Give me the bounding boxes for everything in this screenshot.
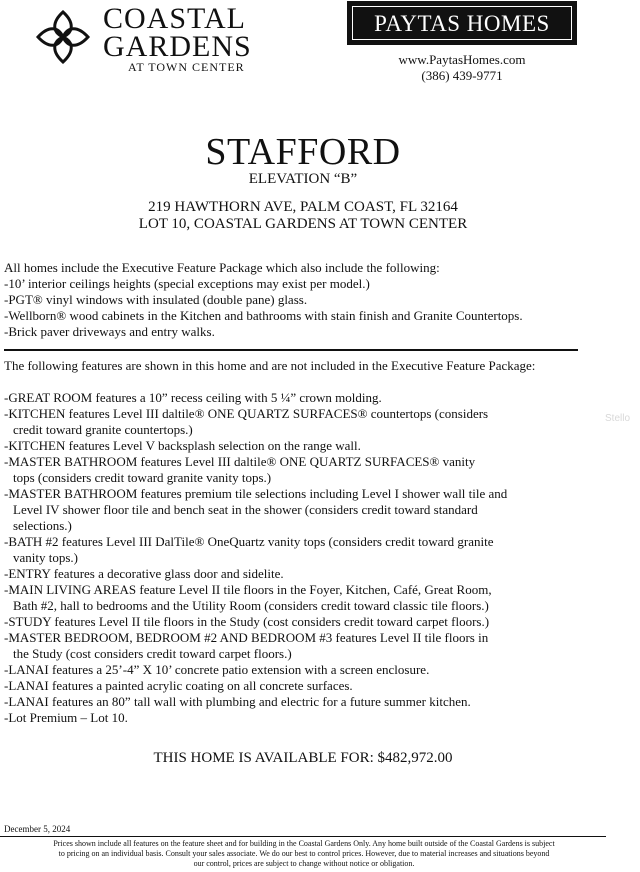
feature-item: [4, 486, 507, 534]
logo-subtitle: AT TOWN CENTER: [128, 60, 245, 74]
availability-price: THIS HOME IS AVAILABLE FOR: $482,972.00: [153, 750, 453, 766]
address-line2: LOT 10, COASTAL GARDENS AT TOWN CENTER: [138, 216, 468, 232]
feature-item-continuation: Bath #2, hall to bedrooms and the Utility Room (considers credit toward classic tile floors.): [13, 598, 489, 613]
feature-item-line: -LANAI features a painted acrylic coating on all concrete surfaces.: [4, 678, 353, 693]
feature-item-continuation: the Study (cost considers credit toward carpet floors.): [13, 646, 292, 661]
feature-item-line: -LANAI features a 25’-4” X 10’ concrete patio extension with a screen enclosure.: [4, 662, 430, 677]
disclaimer: [2, 839, 606, 869]
home-features-intro: The following features are shown in this home and are not included in the Executive Feature Package:: [4, 358, 536, 373]
elevation-label: ELEVATION “B”: [248, 171, 358, 187]
builder-name: PAYTAS HOMES: [352, 6, 572, 40]
executive-package-section: [4, 260, 523, 340]
feature-item-line: -MASTER BATHROOM features Level III daltile® ONE QUARTZ SURFACES® vanity: [4, 454, 476, 469]
sheet-date: December 5, 2024: [4, 824, 71, 834]
executive-package-item: -PGT® vinyl windows with insulated (double pane) glass.: [4, 292, 308, 307]
feature-item: [4, 454, 507, 486]
feature-item-line: -MAIN LIVING AREAS feature Level II tile floors in the Foyer, Kitchen, Café, Great Room,: [4, 582, 492, 597]
disclaimer-line: Prices shown include all features on the feature sheet and for building in the Coastal Gardens Only. Any home built outside of the Coastal Gardens is subject: [53, 839, 555, 848]
watermark: Stello: [605, 413, 631, 424]
feature-item-line: -ENTRY features a decorative glass door and sidelite.: [4, 566, 284, 581]
feature-item-line: -GREAT ROOM features a 10” recess ceiling with 5 ¼” crown molding.: [4, 390, 382, 405]
address-line1: 219 HAWTHORN AVE, PALM COAST, FL 32164: [148, 199, 458, 215]
feature-item: [4, 534, 507, 566]
feature-item: [4, 406, 507, 438]
builder-logo-box: [347, 1, 577, 45]
feature-item-line: -BATH #2 features Level III DalTile® OneQuartz vanity tops (considers credit toward granite: [4, 534, 494, 549]
feature-item-continuation: tops (considers credit toward granite vanity tops.): [13, 470, 272, 485]
feature-item-continuation: credit toward granite countertops.): [13, 422, 193, 437]
executive-package-intro: All homes include the Executive Feature Package which also include the following:: [4, 260, 440, 275]
model-title: STAFFORD: [205, 131, 401, 173]
feature-item: [4, 582, 507, 614]
feature-item: [4, 662, 507, 678]
builder-website: www.PaytasHomes.com: [398, 52, 526, 67]
footer-divider: [0, 836, 606, 837]
feature-item: [4, 614, 507, 630]
home-features-list: [4, 390, 507, 726]
feature-item-line: -MASTER BATHROOM features premium tile selections including Level I shower wall tile and: [4, 486, 508, 501]
feature-item-continuation: Level IV shower floor tile and bench seat in the shower (considers credit toward standard: [13, 502, 478, 517]
logo-wordmark-line2: GARDENS: [103, 30, 252, 63]
feature-item: [4, 438, 507, 454]
feature-item-line: -STUDY features Level II tile floors in the Study (cost considers credit toward carpet floors.): [4, 614, 490, 629]
feature-item: [4, 694, 507, 710]
feature-item: [4, 630, 507, 662]
feature-item-continuation: vanity tops.): [13, 550, 78, 565]
logo-wordmark-line1: COASTAL: [103, 2, 246, 35]
feature-item-line: -LANAI features an 80” tall wall with plumbing and electric for a future summer kitchen.: [4, 694, 471, 709]
feature-item: [4, 678, 507, 694]
feature-item-line: -KITCHEN features Level V backsplash selection on the range wall.: [4, 438, 361, 453]
feature-item: [4, 710, 507, 726]
executive-package-item: -Wellborn® wood cabinets in the Kitchen and bathrooms with stain finish and Granite Countertops.: [4, 308, 523, 323]
feature-item-continuation: selections.): [13, 518, 72, 533]
feature-item-line: -MASTER BEDROOM, BEDROOM #2 AND BEDROOM #3 features Level II tile floors in: [4, 630, 489, 645]
coastal-gardens-logo-icon: [34, 8, 92, 66]
feature-item-line: -Lot Premium – Lot 10.: [4, 710, 128, 725]
executive-package-item: -10’ interior ceilings heights (special exceptions may exist per model.): [4, 276, 370, 291]
executive-package-list: [4, 276, 523, 340]
disclaimer-line: our control, prices are subject to change without notice or obligation.: [193, 859, 415, 868]
feature-item: [4, 566, 507, 582]
disclaimer-line: to pricing on an individual basis. Consult your sales associate. We do our best to control prices. However, due to material increases and situations beyond: [58, 849, 550, 858]
feature-item: [4, 390, 507, 406]
feature-item-line: -KITCHEN features Level III daltile® ONE QUARTZ SURFACES® countertops (considers: [4, 406, 489, 421]
builder-phone: (386) 439-9771: [421, 68, 503, 83]
executive-package-item: -Brick paver driveways and entry walks.: [4, 324, 215, 339]
section-divider: [4, 349, 578, 351]
